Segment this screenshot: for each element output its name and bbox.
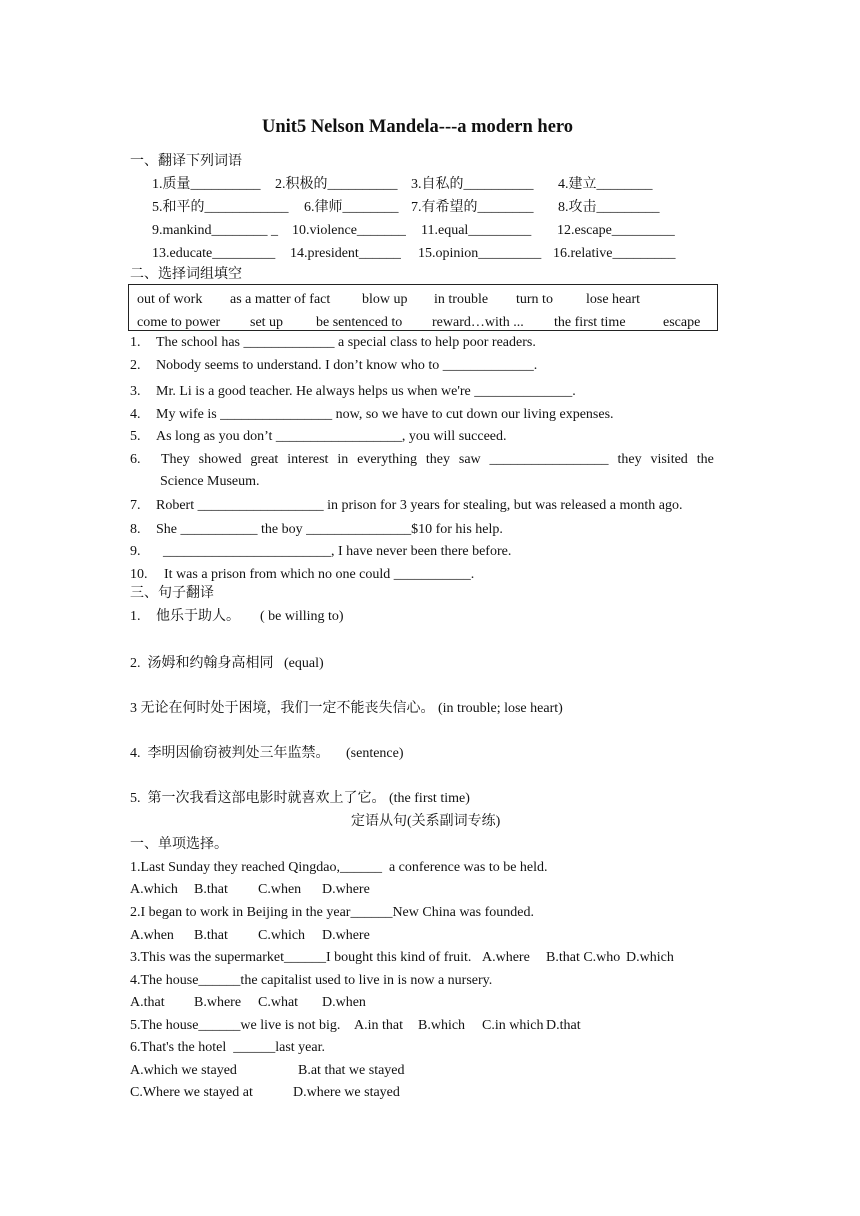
translation-item: 1. 他乐于助人。 ( be willing to) xyxy=(130,609,344,624)
phrase: reward…with ... xyxy=(432,315,524,330)
vocab-item: 15.opinion_________ xyxy=(418,246,542,261)
fill-blank-item: 10. It was a prison from which no one could ___________. xyxy=(130,567,475,582)
part2-heading: 二、选择词组填空 xyxy=(130,267,242,282)
translation-item: 4. 李明因偷窃被判处三年监禁。 (sentence) xyxy=(130,746,404,761)
vocab-item: 2.积极的__________ xyxy=(275,177,398,192)
translation-item: 5. 第一次我看这部电影时就喜欢上了它。 (the first time) xyxy=(130,791,470,806)
vocab-item: 9.mankind________ _ xyxy=(152,223,278,238)
vocab-item: 10.violence_______ xyxy=(292,223,406,238)
question-line: 5.The house______we live is not big. A.in that B.which C.in which D.that xyxy=(130,1018,581,1033)
phrase: out of work xyxy=(137,292,203,307)
options-line: A.that B.where C.what D.when xyxy=(130,995,366,1010)
phrase: set up xyxy=(250,315,284,330)
vocab-item: 5.和平的____________ xyxy=(152,200,289,215)
options-line: A.which B.that C.when D.where xyxy=(130,882,370,897)
phrase: as a matter of fact xyxy=(230,292,331,307)
phrase: be sentenced to xyxy=(316,315,403,330)
vocab-item: 8.攻击_________ xyxy=(558,200,660,215)
fill-blank-item: 3. Mr. Li is a good teacher. He always helps us when we're ______________. xyxy=(130,384,576,399)
question-line: 3.This was the supermarket______I bought this kind of fruit. A.where B.that C.who D.which xyxy=(130,950,674,965)
phrase: escape xyxy=(663,315,701,330)
vocab-item: 16.relative_________ xyxy=(553,246,676,261)
translation-item: 2. 汤姆和约翰身高相同 (equal) xyxy=(130,656,324,671)
fill-blank-item: 4. My wife is ________________ now, so we have to cut down our living expenses. xyxy=(130,407,614,422)
question-line: 1.Last Sunday they reached Qingdao,______ a conference was to be held. xyxy=(130,860,548,875)
vocab-item: 11.equal_________ xyxy=(421,223,532,238)
vocab-item: 13.educate_________ xyxy=(152,246,276,261)
options-line: A.when B.that C.which D.where xyxy=(130,928,370,943)
fill-blank-item: 2. Nobody seems to understand. I don’t know who to _____________. xyxy=(130,358,538,373)
section-title: 定语从句(关系副词专练) xyxy=(351,814,501,829)
vocab-item: 6.律师________ xyxy=(304,200,399,215)
question-line: 4.The house______the capitalist used to live in is now a nursery. xyxy=(130,973,493,988)
fill-blank-item: 8. She ___________ the boy _______________$10 for his help. xyxy=(130,522,503,537)
phrase: come to power xyxy=(137,315,221,330)
fill-blank-item-continued: Science Museum. xyxy=(160,474,260,489)
vocab-item: 14.president______ xyxy=(290,246,401,261)
fill-blank-item: 5. As long as you don’t __________________, you will succeed. xyxy=(130,429,507,444)
vocab-item: 12.escape_________ xyxy=(557,223,675,238)
part3-heading: 三、句子翻译 xyxy=(130,586,214,601)
vocab-item: 1.质量__________ xyxy=(152,177,261,192)
vocab-item: 7.有希望的________ xyxy=(411,200,534,215)
fill-blank-item: 1. The school has _____________ a special class to help poor readers. xyxy=(130,335,536,350)
page-title: Unit5 Nelson Mandela---a modern hero xyxy=(262,117,574,137)
part1-heading: 一、翻译下列词语 xyxy=(130,154,242,169)
phrase: in trouble xyxy=(434,292,489,307)
options-line: A.which we stayed B.at that we stayed xyxy=(130,1063,405,1078)
question-line: 6.That's the hotel ______last year. xyxy=(130,1040,325,1055)
question-line: 2.I began to work in Beijing in the year______New China was founded. xyxy=(130,905,534,920)
fill-blank-item: 9. ________________________, I have never been there before. xyxy=(130,544,512,559)
phrase: the first time xyxy=(554,315,626,330)
fill-blank-item: 6. They showed great interest in everything they saw _________________ they visited the xyxy=(130,452,714,467)
section-heading: 一、单项选择。 xyxy=(130,837,228,852)
phrase: blow up xyxy=(362,292,408,307)
options-line: C.Where we stayed at D.where we stayed xyxy=(130,1085,400,1100)
phrase: lose heart xyxy=(586,292,641,307)
fill-blank-item: 7. Robert __________________ in prison for 3 years for stealing, but was released a month ago. xyxy=(130,498,683,513)
phrase: turn to xyxy=(516,292,553,307)
translation-item: 3 无论在何时处于困境，我们一定不能丧失信心。 (in trouble; lose heart) xyxy=(130,701,563,716)
vocab-item: 4.建立________ xyxy=(558,177,653,192)
vocab-item: 3.自私的__________ xyxy=(411,177,534,192)
